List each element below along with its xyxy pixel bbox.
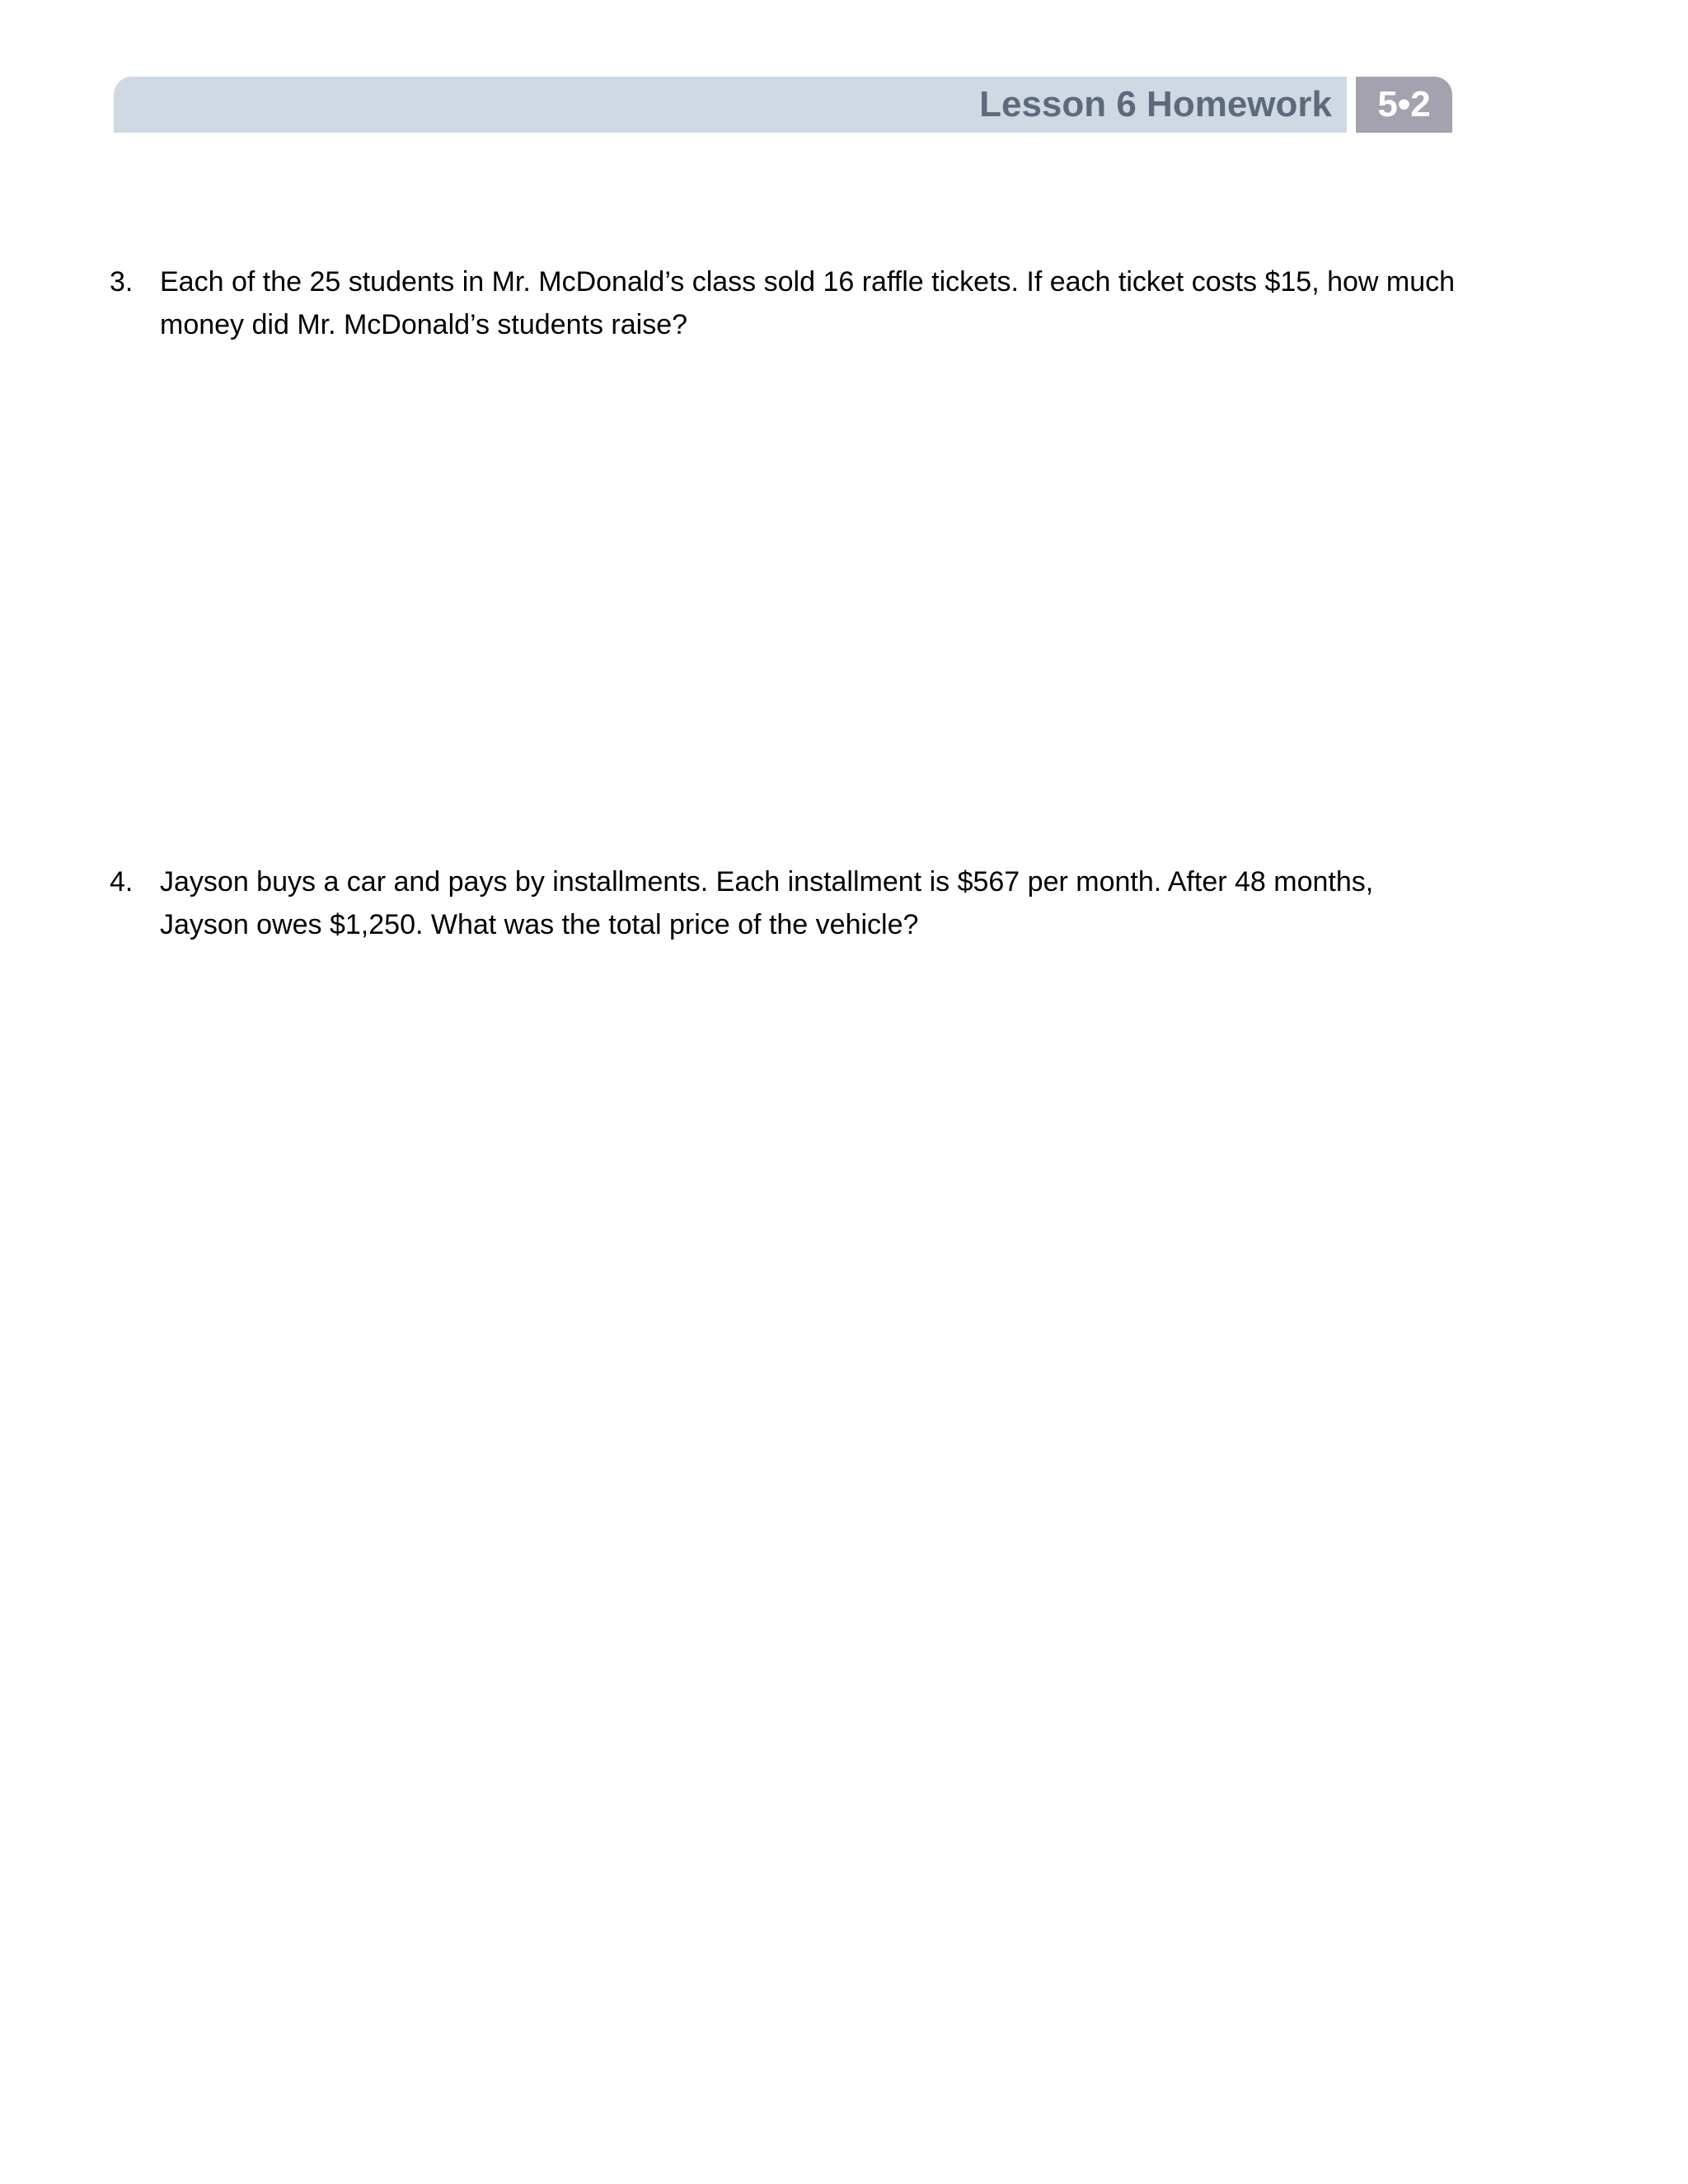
problem-3 bbox=[110, 260, 1461, 346]
problem-number: 3. bbox=[110, 266, 134, 298]
problem-number: 4. bbox=[110, 866, 134, 898]
problem-text: Each of the 25 students in Mr. McDonald’s class sold 16 raffle tickets. If each ticket costs $15, how much money did Mr. McDonald’s students raise? bbox=[160, 266, 1456, 340]
problem-text: Jayson buys a car and pays by installments. Each installment is $567 per month. After 48 months, Jayson owes $1,250. What was the total price of the vehicle? bbox=[160, 866, 1374, 940]
lesson-title: Lesson 6 Homework bbox=[979, 84, 1332, 124]
module-badge: 5•2 bbox=[1356, 77, 1452, 133]
problem-4 bbox=[110, 860, 1461, 946]
lesson-header-bar bbox=[114, 77, 1347, 133]
